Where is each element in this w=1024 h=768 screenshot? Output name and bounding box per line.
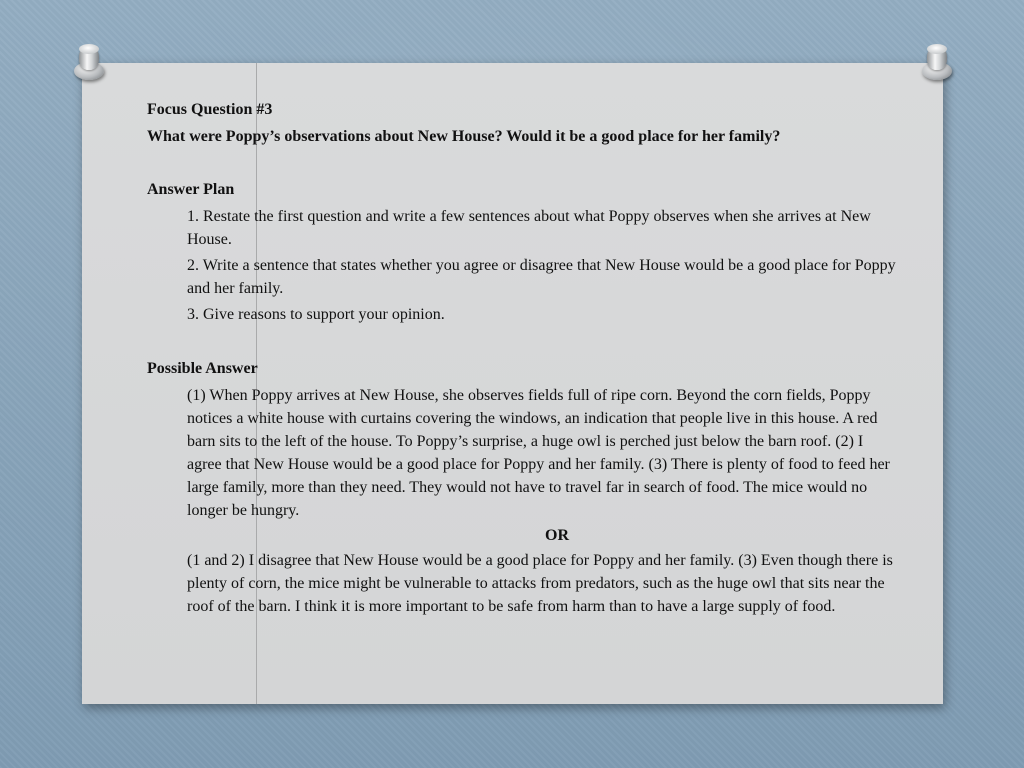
possible-answer-heading: Possible Answer	[147, 360, 258, 377]
plan-step: 2. Write a sentence that states whether you agree or disagree that New House would be a good place for Poppy and her family.	[187, 257, 896, 297]
pushpin-icon	[918, 44, 958, 84]
plan-step: 3. Give reasons to support your opinion.	[187, 306, 445, 323]
pushpin-icon	[70, 44, 110, 84]
answer-one: (1) When Poppy arrives at New House, she observes fields full of ripe corn. Beyond the corn fields, Poppy notices a white house with curtains covering the windows, an indication that people live in this house. A red barn sits to the left of the house. To Poppy’s surprise, a huge owl is perched just below the barn roof. (2) I agree that New House would be a good place for Poppy and her family. (3) There is plenty of food to feed her large family, more than they need. They would not have to travel far in search of food. The mice would no longer be hungry.	[187, 387, 890, 519]
or-separator: OR	[545, 527, 569, 544]
slide-content	[147, 98, 897, 618]
possible-answer-body	[147, 384, 897, 618]
answer-plan-list	[147, 205, 897, 326]
focus-heading: Focus Question #3	[147, 101, 273, 118]
answer-plan-heading: Answer Plan	[147, 181, 235, 198]
focus-question: What were Poppy’s observations about New House? Would it be a good place for her family?	[147, 128, 781, 145]
plan-step: 1. Restate the first question and write a few sentences about what Poppy observes when she arrives at New House.	[187, 208, 871, 248]
answer-two: (1 and 2) I disagree that New House would be a good place for Poppy and her family. (3) Even though there is plenty of corn, the mice might be vulnerable to attacks from predators, such as the huge owl that sits near the roof of the barn. I think it is more important to be safe from harm than to have a large supply of food.	[187, 552, 893, 615]
